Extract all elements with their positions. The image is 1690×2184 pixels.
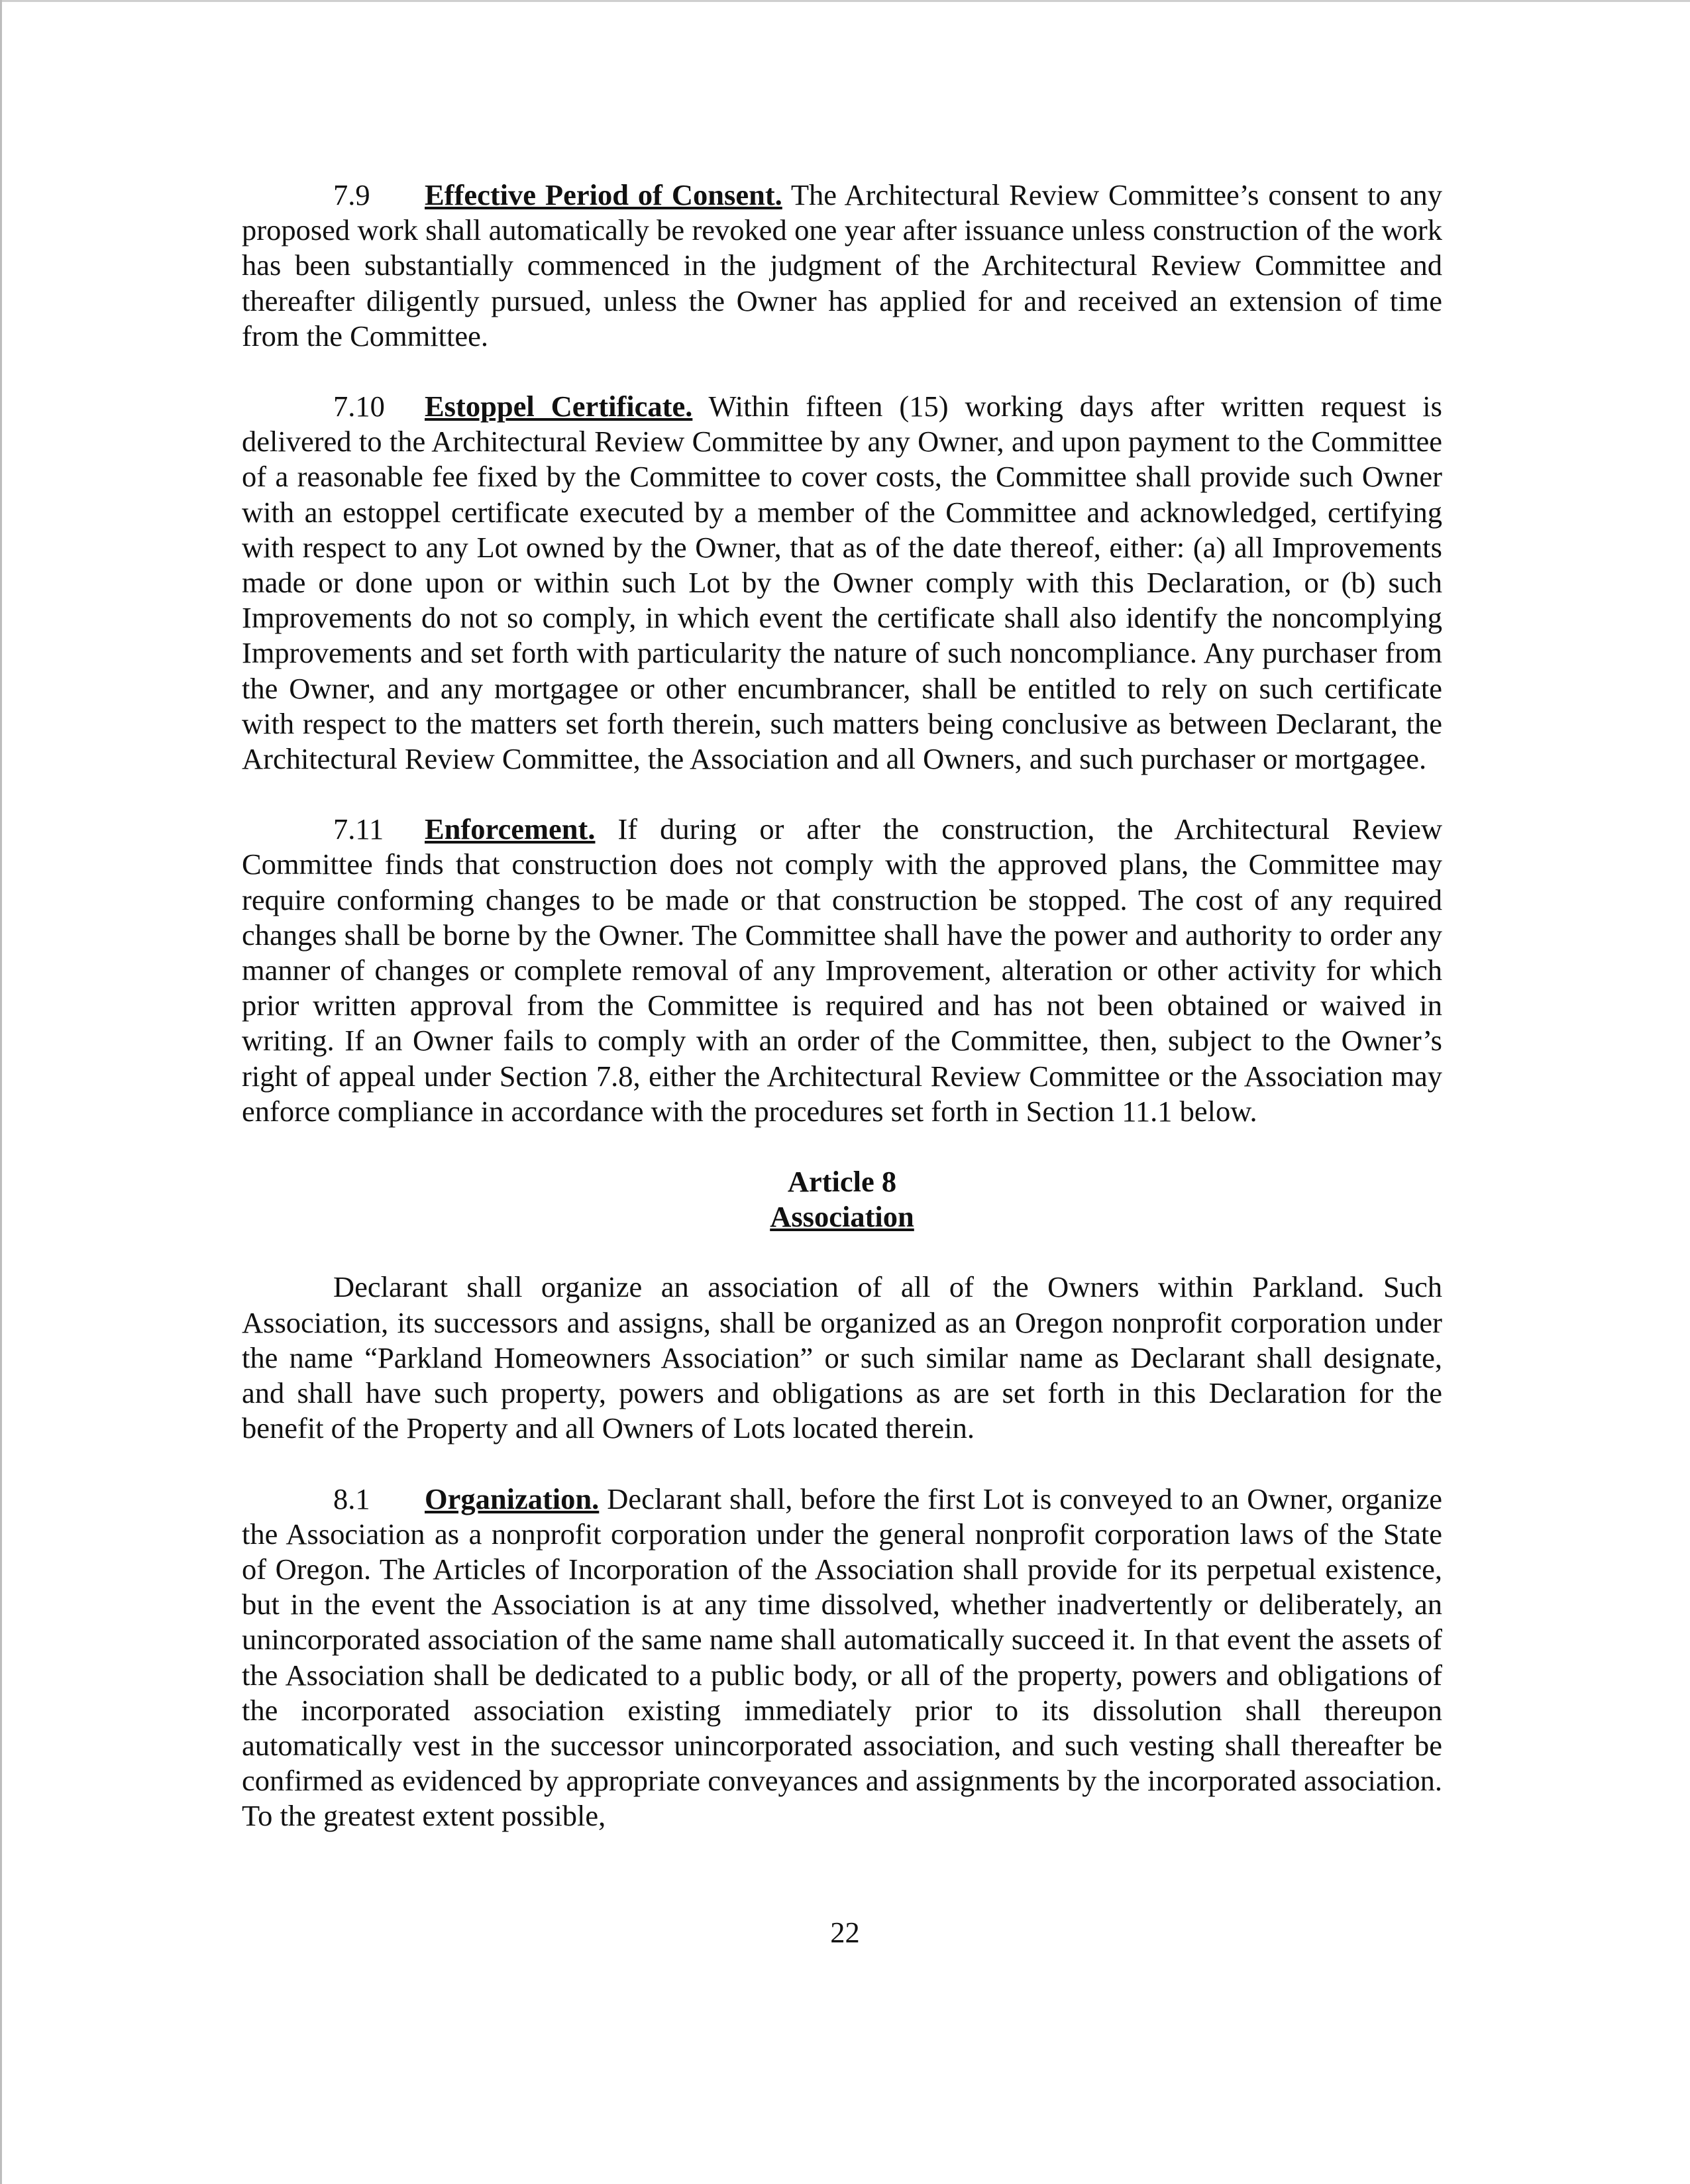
scan-edge-left — [0, 0, 2, 2184]
section-body: If during or after the construction, the Architectural Review Committee finds that construction does not comply with the approved plans, the Committee may require conforming changes to be made or that construction be stopped. The cost of any required changes shall be borne by the Owner. The Committee shall have the power and authority to order any manner of changes or complete removal of any Improvement, alteration or other activity for which prior written approval from the Committee is required and has not been obtained or waived in writing. If an Owner fails to comply with an order of the Committee, then, subject to the Owner’s right of appeal under Section 7.8, either the Architectural Review Committee or the Association may enforce compliance in accordance with the procedures set forth in Section 11.1 below. — [242, 812, 1442, 1128]
scan-edge-top — [0, 0, 1690, 2]
section-heading: Organization. — [425, 1482, 600, 1515]
document-body — [242, 178, 1442, 1834]
page-number: 22 — [830, 1916, 860, 1949]
section-heading: Effective Period of Consent. — [425, 178, 782, 211]
article-subtitle: Association — [770, 1200, 914, 1234]
section-heading: Estoppel Certificate. — [425, 390, 693, 423]
section-number: 8.1 — [333, 1482, 370, 1515]
section-body: Declarant shall, before the first Lot is conveyed to an Owner, organize the Association as a nonprofit corporation under the general nonprofit corporation laws of the State of Oregon. The Articles of Incorporation of the Association shall provide for its perpetual existence, but in the event the Association is at any time dissolved, whether inadvertently or deliberately, an unincorporated association of the same name shall automatically succeed it. In that event the assets of the Association shall be dedicated to a public body, or all of the property, powers and obligations of the incorporated association existing immediately prior to its dissolution shall thereupon automatically vest in the successor unincorporated association, and such vesting shall thereafter be confirmed as evidenced by appropriate conveyances and assignments by the incorporated association. To the greatest extent possible, — [242, 1482, 1442, 1833]
article-title: Article 8 — [787, 1165, 897, 1199]
section-number: 7.10 — [333, 390, 385, 423]
section-number: 7.9 — [333, 178, 370, 211]
section-number: 7.11 — [333, 812, 384, 846]
section-7-9 — [242, 178, 1442, 354]
section-heading: Enforcement. — [425, 812, 596, 846]
section-7-11 — [242, 812, 1442, 1129]
section-8-1 — [242, 1482, 1442, 1834]
section-body: Within fifteen (15) working days after written request is delivered to the Architectural Review Committee by any Owner, and upon payment to the Committee of a reasonable fee fixed by the Committee to cover costs, the Committee shall provide such Owner with an estoppel certificate executed by a member of the Committee and acknowledged, certifying with respect to any Lot owned by the Owner, that as of the date thereof, either: (a) all Improvements made or done upon or within such Lot by the Owner comply with this Declaration, or (b) such Improvements do not so comply, in which event the certificate shall also identify the noncomplying Improvements and set forth with particularity the nature of such noncompliance. Any purchaser from the Owner, and any mortgagee or other encumbrancer, shall be entitled to rely on such certificate with respect to the matters set forth therein, such matters being conclusive as between Declarant, the Architectural Review Committee, the Association and all Owners, and such purchaser or mortgagee. — [242, 390, 1442, 776]
article-intro: Declarant shall organize an association of all of the Owners within Parkland. Such Association, its successors and assigns, shall be organized as an Oregon nonprofit corporation under the name “Parkland Homeowners Association” or such similar name as Declarant shall designate, and shall have such property, powers and obligations as are set forth in this Declaration for the benefit of the Property and all Owners of Lots located therein. — [242, 1270, 1442, 1445]
section-7-10 — [242, 389, 1442, 777]
section-body: The Architectural Review Committee’s consent to any proposed work shall automatically be revoked one year after issuance unless construction of the work has been substantially commenced in the judgment of the Architectural Review Committee and thereafter diligently pursued, unless the Owner has applied for and received an extension of time from the Committee. — [242, 178, 1442, 353]
